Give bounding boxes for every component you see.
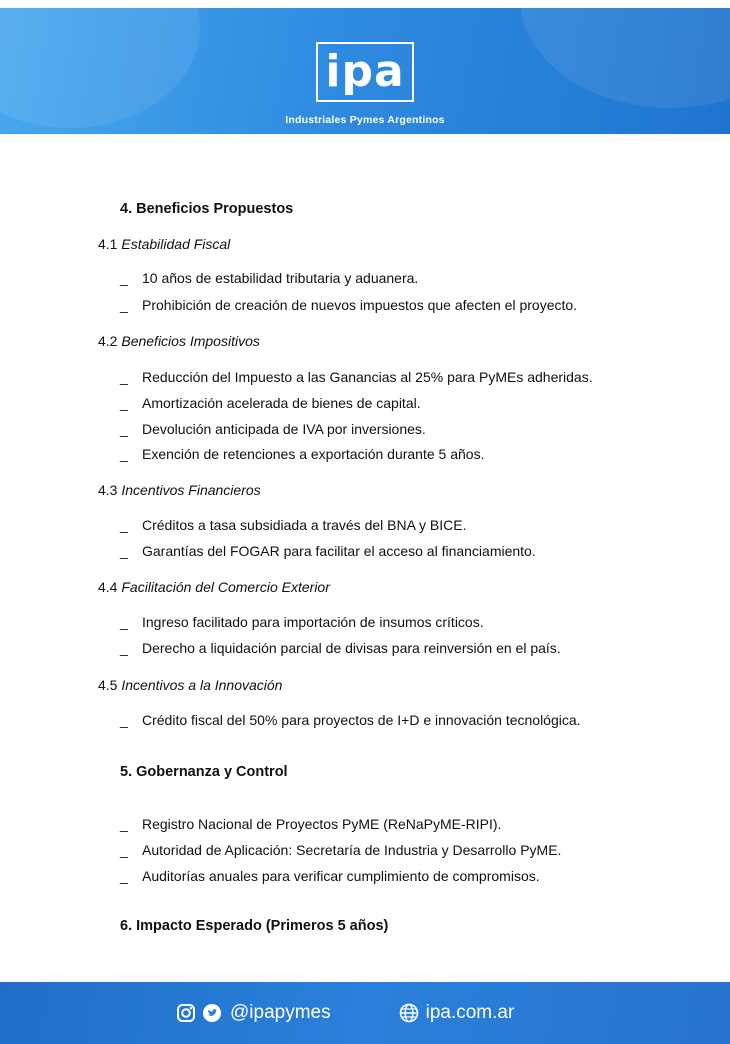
list-item — [120, 446, 484, 462]
list-item-text: Exención de retenciones a exportación durante 5 años. — [142, 446, 485, 462]
subsection-number: 4.4 — [98, 579, 118, 595]
subsection-number: 4.5 — [98, 677, 118, 693]
subsection-number: 4.3 — [98, 482, 118, 498]
subsection-title — [98, 579, 330, 595]
subsection-name: Beneficios Impositivos — [121, 333, 260, 349]
list-item — [120, 297, 577, 313]
bullet: _ — [120, 421, 128, 437]
list-item-text: Reducción del Impuesto a las Ganancias al 25% para PyMEs adheridas. — [142, 369, 593, 385]
globe-icon — [399, 1003, 419, 1023]
bullet: _ — [120, 369, 128, 385]
bullet: _ — [120, 395, 128, 411]
twitter-icon[interactable] — [202, 1003, 222, 1023]
list-item-text: Ingreso facilitado para importación de insumos críticos. — [142, 614, 484, 630]
bullet: _ — [120, 297, 128, 313]
subsection-title — [98, 236, 230, 252]
list-item-text: Registro Nacional de Proyectos PyME (ReNaPyME-RIPI). — [142, 816, 502, 832]
list-item — [120, 842, 561, 858]
page-footer — [0, 982, 730, 1044]
bullet: _ — [120, 446, 128, 462]
website-link[interactable]: ipa.com.ar — [425, 1002, 515, 1023]
list-item — [120, 712, 581, 728]
subsection-title — [98, 333, 260, 349]
subsection-name: Estabilidad Fiscal — [121, 236, 231, 252]
list-item-text: Garantías del FOGAR para facilitar el acceso al financiamiento. — [142, 543, 536, 559]
subsection-name: Incentivos Financieros — [121, 482, 261, 498]
ipa-logo — [316, 42, 414, 102]
list-item-text: Amortización acelerada de bienes de capital. — [142, 395, 421, 411]
subsection-name: Incentivos a la Innovación — [121, 677, 283, 693]
list-item — [120, 395, 421, 411]
list-item-text: Autoridad de Aplicación: Secretaría de Industria y Desarrollo PyME. — [142, 842, 562, 858]
section-title: 6. Impacto Esperado (Primeros 5 años) — [120, 918, 389, 934]
bullet: _ — [120, 614, 128, 630]
list-item-text: Auditorías anuales para verificar cumplimiento de compromisos. — [142, 868, 540, 884]
list-item-text: 10 años de estabilidad tributaria y aduanera. — [142, 270, 419, 286]
list-item — [120, 543, 536, 559]
social-handle[interactable]: @ipapymes — [230, 1002, 331, 1023]
list-item-text: Créditos a tasa subsidiada a través del BNA y BICE. — [142, 517, 467, 533]
list-item — [120, 270, 418, 286]
list-item — [120, 421, 426, 437]
bullet: _ — [120, 868, 128, 884]
list-item — [120, 369, 593, 385]
footer-contacts — [176, 1002, 514, 1024]
bullet: _ — [120, 640, 128, 656]
instagram-icon[interactable] — [176, 1003, 196, 1023]
bullet: _ — [120, 816, 128, 832]
subsection-number: 4.1 — [98, 236, 118, 252]
logo-tagline: Industriales Pymes Argentinos — [285, 114, 445, 126]
section-title: 5. Gobernanza y Control — [120, 764, 288, 780]
list-item-text: Derecho a liquidación parcial de divisas para reinversión en el país. — [142, 640, 561, 656]
list-item — [120, 868, 540, 884]
bullet: _ — [120, 517, 128, 533]
list-item — [120, 816, 501, 832]
bullet: _ — [120, 543, 128, 559]
subsection-title — [98, 482, 261, 498]
subsection-name: Facilitación del Comercio Exterior — [121, 579, 330, 595]
list-item — [120, 640, 561, 656]
list-item-text: Prohibición de creación de nuevos impuestos que afecten el proyecto. — [142, 297, 578, 313]
list-item-text: Crédito fiscal del 50% para proyectos de I+D e innovación tecnológica. — [142, 712, 581, 728]
header-decoration — [520, 8, 730, 108]
subsection-title — [98, 677, 282, 693]
subsection-number: 4.2 — [98, 333, 118, 349]
bullet: _ — [120, 712, 128, 728]
bullet: _ — [120, 270, 128, 286]
page-header — [0, 8, 730, 134]
list-item — [120, 614, 484, 630]
list-item-text: Devolución anticipada de IVA por inversiones. — [142, 421, 426, 437]
logo-text: ipa — [325, 46, 405, 97]
section-title: 4. Beneficios Propuestos — [120, 201, 294, 217]
bullet: _ — [120, 842, 128, 858]
list-item — [120, 517, 467, 533]
header-decoration — [0, 8, 200, 128]
